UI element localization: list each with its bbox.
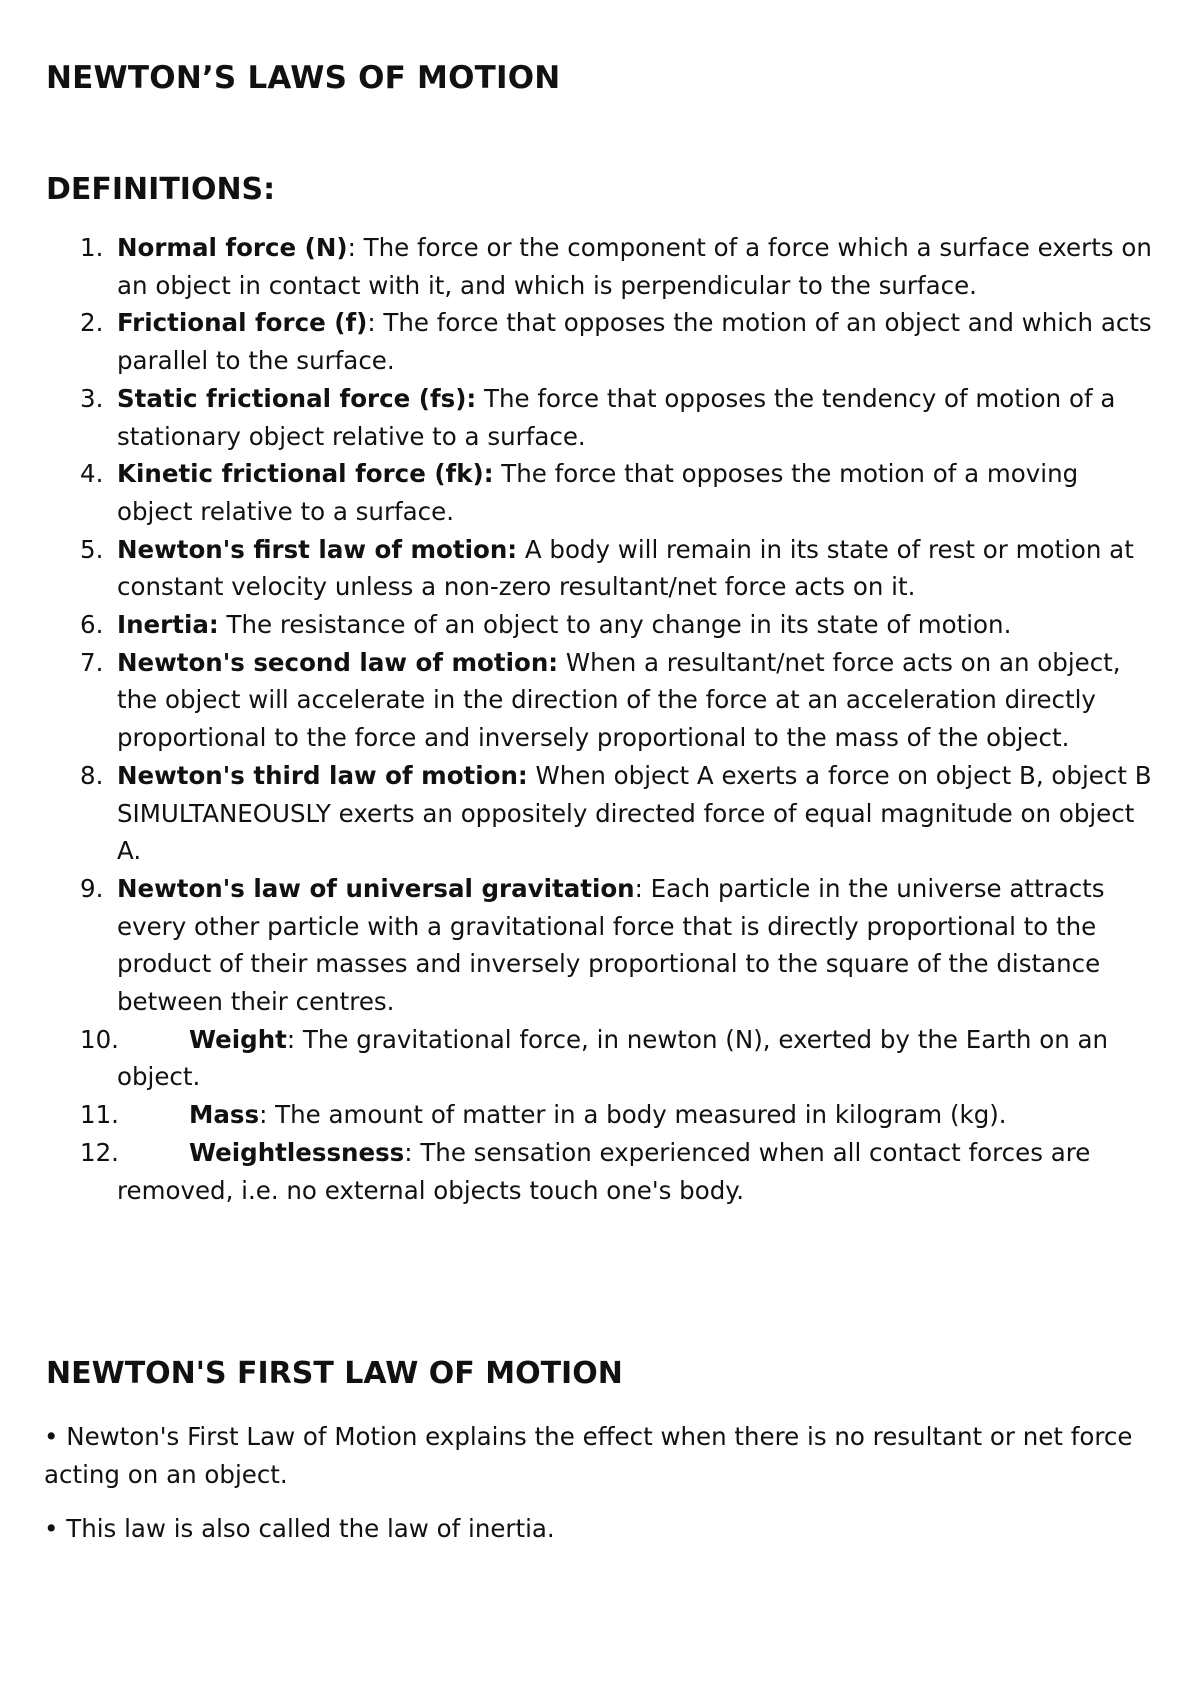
definition-term: Newton's law of universal gravitation	[117, 873, 635, 903]
definition-item	[0, 380, 1200, 455]
definition-term: Static frictional force (fs):	[117, 383, 477, 413]
definition-separator: :	[367, 308, 376, 338]
bullet-item: • This law is also called the law of inertia.	[44, 1514, 555, 1543]
definition-number: 12.	[80, 1137, 119, 1167]
definition-separator: :	[347, 233, 356, 262]
definition-number: 10.	[80, 1024, 119, 1054]
definition-text: When a resultant/net force acts on an object, the object will accelerate in the direction of the force at an acceleration directly proportional to the force and inversely proportional to the mass of the object.	[117, 647, 1121, 753]
definition-number: 1.	[80, 233, 104, 262]
definition-item	[0, 1021, 1200, 1096]
definition-item	[0, 1096, 1200, 1134]
definition-text: A body will remain in its state of rest or motion at constant velocity unless a non-zero resultant/net force acts on it.	[117, 534, 1134, 602]
definition-item	[0, 531, 1200, 606]
definition-text: Each particle in the universe attracts every other particle with a gravitational force that is directly proportional to the product of their masses and inversely proportional to the square of the distance between their centres.	[117, 873, 1105, 1017]
definition-term: Normal force (N)	[117, 233, 348, 262]
definition-item	[0, 757, 1200, 870]
definitions-heading: DEFINITIONS:	[46, 172, 276, 207]
bullet-item: • Newton's First Law of Motion explains the effect when there is no resultant or net force acting on an object.	[44, 1422, 1133, 1489]
definition-term: Mass	[189, 1100, 260, 1130]
definition-item	[0, 606, 1200, 644]
definition-item	[0, 870, 1200, 1021]
definition-text: The sensation experienced when all contact forces are removed, i.e. no external objects touch one's body.	[117, 1137, 1091, 1205]
definition-number: 6.	[80, 610, 104, 640]
definition-number: 4.	[80, 459, 104, 489]
definition-text: The amount of matter in a body measured in kilogram (kg).	[267, 1100, 1007, 1130]
definition-text: The force that opposes the motion of an object and which acts parallel to the surface.	[117, 308, 1152, 376]
definition-text: The resistance of an object to any change in its state of motion.	[218, 610, 1012, 640]
definition-text: When object A exerts a force on object B, object B SIMULTANEOUSLY exerts an oppositely directed force of equal magnitude on object A.	[117, 760, 1152, 866]
definition-term: Newton's third law of motion:	[117, 760, 528, 790]
definition-term: Newton's first law of motion:	[117, 534, 518, 564]
definition-term: Weightlessness	[189, 1137, 405, 1167]
definition-separator: :	[634, 873, 643, 903]
definition-term: Frictional force (f)	[117, 308, 368, 338]
definition-text: The force that opposes the tendency of motion of a stationary object relative to a surface.	[117, 383, 1116, 451]
definition-item	[0, 455, 1200, 530]
definition-separator: :	[404, 1137, 413, 1167]
definition-item	[0, 229, 1200, 304]
definition-text: The force that opposes the motion of a moving object relative to a surface.	[117, 459, 1079, 526]
first-law-heading: NEWTON'S FIRST LAW OF MOTION	[46, 1356, 623, 1391]
definition-number: 8.	[80, 760, 104, 790]
definition-item	[0, 304, 1200, 379]
definition-number: 2.	[80, 308, 104, 338]
definition-number: 3.	[80, 383, 104, 413]
definition-term: Kinetic frictional force (fk):	[117, 459, 494, 489]
definition-separator: :	[286, 1024, 296, 1054]
definition-term: Newton's second law of motion:	[117, 647, 559, 677]
page-title: NEWTON’S LAWS OF MOTION	[46, 60, 561, 96]
definition-text: The gravitational force, in newton (N), exerted by the Earth on an object.	[117, 1024, 1109, 1092]
definition-number: 9.	[80, 873, 104, 903]
definition-item	[0, 1134, 1200, 1209]
definition-term: Weight	[189, 1024, 287, 1054]
definition-item	[0, 644, 1200, 757]
definition-separator: :	[259, 1100, 268, 1130]
definition-number: 7.	[80, 647, 104, 677]
definition-text: The force or the component of a force which a surface exerts on an object in contact with it, and which is perpendicular to the surface.	[117, 233, 1152, 300]
definition-term: Inertia:	[117, 610, 219, 640]
definition-number: 11.	[80, 1100, 119, 1130]
first-law-bullets	[44, 1418, 1154, 1564]
definitions-list	[0, 229, 1200, 1209]
definition-number: 5.	[80, 534, 104, 564]
